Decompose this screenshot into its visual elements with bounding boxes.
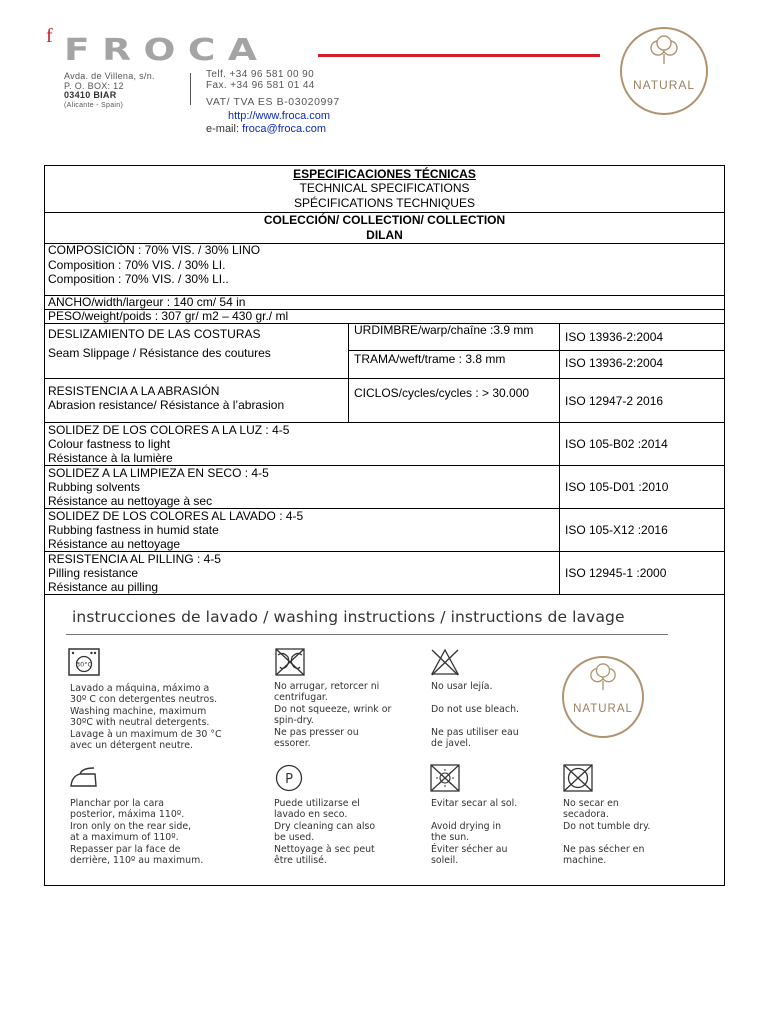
iron-instruction-text: Planchar por la cara posterior, máxima 110º. Iron only on the rear side, at a maximum of 110º. Repasser par la face de derrière, 110º au maximum. <box>70 798 204 867</box>
wash-fastness-standard: ISO 105-X12 :2016 <box>565 523 668 537</box>
pilling-fr: Résistance au pilling <box>48 580 159 594</box>
collection-name: DILAN <box>366 228 403 242</box>
machine-wash-30-icon <box>68 648 100 676</box>
abrasion-label-en-fr: Abrasion resistance/ Résistance à l’abrasion <box>48 398 285 412</box>
spec-title-es: ESPECIFICACIONES TÉCNICAS <box>293 167 476 181</box>
washing-instructions-title: instrucciones de lavado / washing instructions / instructions de lavage <box>72 608 625 626</box>
wash-instruction-text: Lavado a máquina, máximo a 30º C con detergentes neutros. Washing machine, maximum 30ºC with neutral detergents. Lavage à un maximum de 30 °C avec un détergent neutre. <box>70 683 222 752</box>
seam-warp-standard: ISO 13936-2:2004 <box>565 330 664 344</box>
composition-es: COMPOSICIÓN : 70% VIS. / 30% LINO <box>48 243 261 257</box>
seam-warp: URDIMBRE/warp/chaîne :3.9 mm <box>354 323 534 337</box>
composition-fr: Composition : 70% VIS. / 30% LI.. <box>48 272 229 286</box>
seam-weft-standard: ISO 13936-2:2004 <box>565 356 664 370</box>
seam-label-en-fr: Seam Slippage / Résistance des coutures <box>48 346 271 360</box>
collection-label: COLECCIÓN/ COLLECTION/ COLLECTION <box>263 213 506 227</box>
wash-fastness-es: SOLIDEZ DE LOS COLORES AL LAVADO : 4-5 <box>48 509 304 523</box>
fabric-width: ANCHO/width/largeur : 140 cm/ 54 in <box>48 295 246 309</box>
abrasion-label-es: RESISTENCIA A LA ABRASIÓN <box>48 384 220 398</box>
light-fastness-es: SOLIDEZ DE LOS COLORES A LA LUZ : 4-5 <box>48 423 290 437</box>
abrasion-cycles: CICLOS/cycles/cycles : > 30.000 <box>354 386 530 400</box>
dry-clean-fastness-en: Rubbing solvents <box>48 480 141 494</box>
tumble-dry-instruction-text: No secar en secadora. Do not tumble dry. Ne pas sécher en machine. <box>563 798 651 867</box>
sun-dry-instruction-text: Evitar secar al sol. Avoid drying in the sun. Éviter sécher au soleil. <box>431 798 518 867</box>
dry-clean-fastness-fr: Résistance au nettoyage à sec <box>48 494 213 508</box>
table-divider <box>348 350 725 351</box>
spec-title-en: TECHNICAL SPECIFICATIONS <box>299 181 470 195</box>
spec-title-fr: SPÉCIFICATIONS TECHNIQUES <box>294 196 475 210</box>
seam-label-es: DESLIZAMIENTO DE LAS COSTURAS <box>48 327 261 341</box>
dry-clean-instruction-text: Puede utilizarse el lavado en seco. Dry cleaning can also be used. Nettoyage à sec peut être utilisé. <box>274 798 376 867</box>
company-address: Avda. de Villena, s/n. P. O. BOX: 12 03410 BIAR (Alicante - Spain) <box>64 71 155 109</box>
pilling-standard: ISO 12945-1 :2000 <box>565 566 667 580</box>
seam-weft: TRAMA/weft/trame : 3.8 mm <box>354 352 506 366</box>
wash-fastness-fr: Résistance au nettoyage <box>48 537 181 551</box>
natural-badge-wash: NATURAL <box>562 656 644 738</box>
dry-clean-fastness-es: SOLIDEZ A LA LIMPIEZA EN SECO : 4-5 <box>48 466 269 480</box>
natural-badge: NATURAL <box>620 27 708 115</box>
bleach-instruction-text: No usar lejía. Do not use bleach. Ne pas utiliser eau de javel. <box>431 681 519 749</box>
cotton-flower-icon <box>644 35 684 65</box>
svg-text:P: P <box>285 772 293 787</box>
cotton-flower-icon <box>584 663 622 691</box>
light-fastness-fr: Résistance à la lumière <box>48 451 173 465</box>
company-web: http://www.froca.com e-mail: froca@froca.com <box>206 110 331 135</box>
address-divider <box>190 73 191 105</box>
table-divider <box>559 323 560 594</box>
light-fastness-standard: ISO 105-B02 :2014 <box>565 437 668 451</box>
dry-clean-fastness-standard: ISO 105-D01 :2010 <box>565 480 669 494</box>
email-link[interactable]: froca@froca.com <box>242 122 326 135</box>
fabric-weight: PESO/weight/poids : 307 gr/ m2 – 430 gr./ ml <box>48 309 289 323</box>
wash-fastness-en: Rubbing fastness in humid state <box>48 523 219 537</box>
pilling-en: Pilling resistance <box>48 566 139 580</box>
brand-mark-icon: f <box>46 25 53 47</box>
dry-clean-p-icon <box>275 764 303 792</box>
pilling-es: RESISTENCIA AL PILLING : 4-5 <box>48 552 221 566</box>
company-phones: Telf. +34 96 581 00 90 Fax. +34 96 581 01 44 <box>206 69 315 91</box>
composition-en: Composition : 70% VIS. / 30% LI. <box>48 258 226 272</box>
company-logo: FROCA <box>64 33 270 68</box>
no-sun-dry-icon <box>430 764 460 792</box>
light-fastness-en: Colour fastness to light <box>48 437 171 451</box>
do-not-wring-icon <box>275 648 305 676</box>
wring-instruction-text: No arrugar, retorcer ni centrifugar. Do not squeeze, wrink or spin-dry. Ne pas presser ou essorer. <box>274 681 392 750</box>
no-tumble-dry-icon <box>563 764 593 792</box>
abrasion-standard: ISO 12947-2 2016 <box>565 394 664 408</box>
iron-low-icon <box>68 766 100 788</box>
no-bleach-icon <box>430 648 460 676</box>
table-divider <box>348 323 349 422</box>
website-link[interactable]: http://www.froca.com <box>228 110 331 122</box>
table-divider <box>44 378 725 379</box>
logo-rule <box>318 54 600 57</box>
washing-title-rule <box>66 634 668 635</box>
table-divider <box>44 594 725 595</box>
vat-number: VAT/ TVA ES B-03020997 <box>206 96 340 108</box>
svg-text:30°C: 30°C <box>75 660 93 669</box>
